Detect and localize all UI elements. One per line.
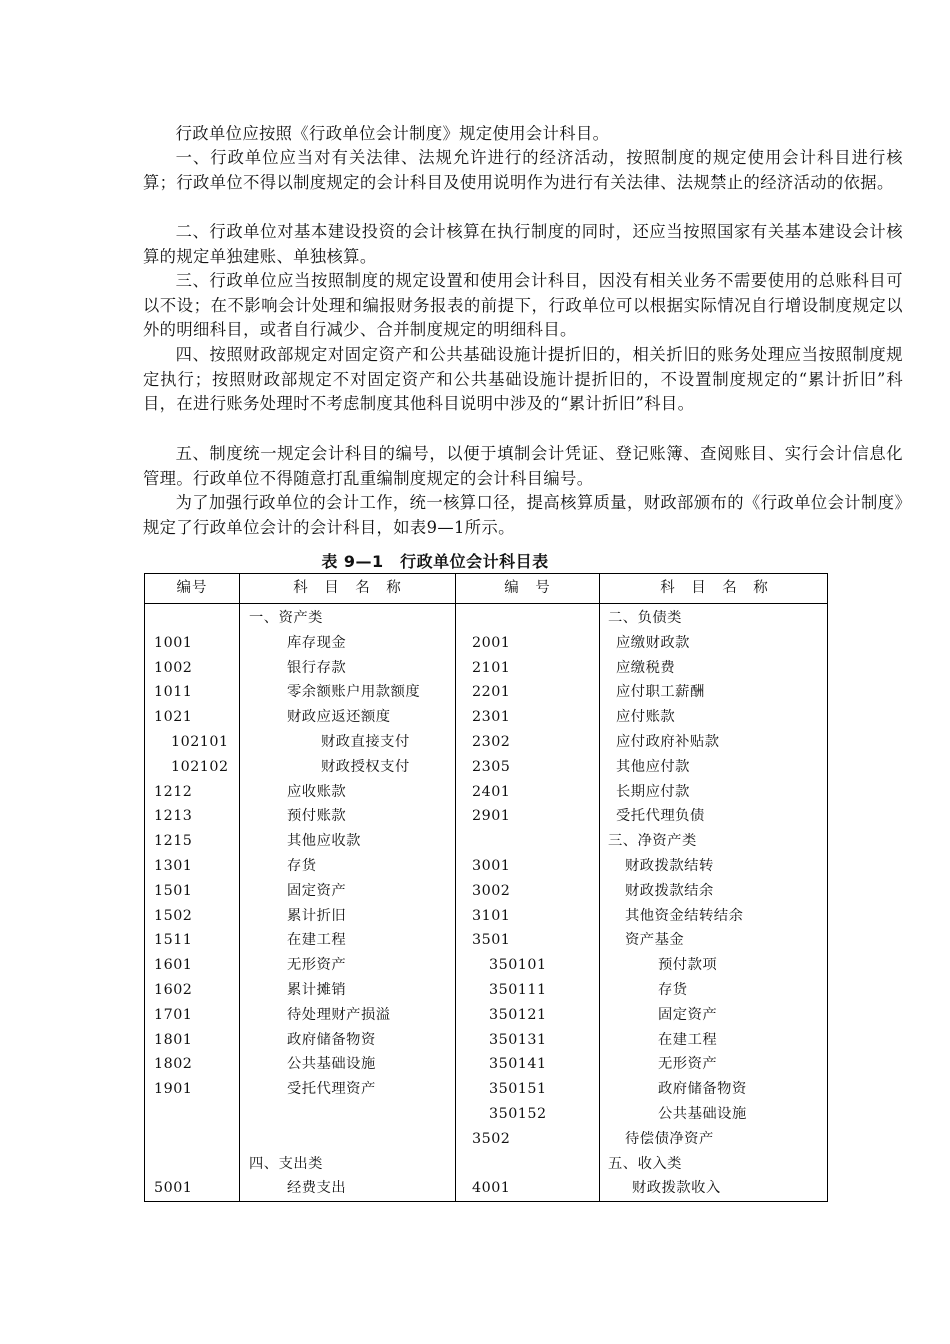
account-name: 应付职工薪酬 xyxy=(616,684,705,701)
table-row xyxy=(145,829,827,854)
account-code: 3001 xyxy=(472,858,511,874)
account-name: 在建工程 xyxy=(658,1031,718,1048)
account-code: 350121 xyxy=(489,1006,547,1023)
paragraph-rule-4: 四、按照财政部规定对固定资产和公共基础设施计提折旧的，相关折旧的账务处理应当按照制度规定执行；按照财政部规定不对固定资产和公共基础设施计提折旧的，不设置制度规定的“累计折旧”科目，在进行账务处理时不考虑制度其他科目说明中涉及的“累计折旧”科目。 xyxy=(143,345,903,414)
header-code-right: 编 号 xyxy=(504,580,551,596)
header-divider xyxy=(145,603,827,604)
account-name: 应缴财政款 xyxy=(616,634,690,651)
account-code: 4001 xyxy=(472,1180,511,1197)
account-name: 累计摊销 xyxy=(287,982,347,998)
account-name: 长期应付款 xyxy=(616,783,690,800)
accounts-table xyxy=(144,573,828,1202)
account-name: 财政直接支付 xyxy=(321,734,410,750)
account-name: 资产基金 xyxy=(625,932,685,949)
paragraph-rule-3: 三、行政单位应当按照制度的规定设置和使用会计科目，因没有相关业务不需要使用的总账科目可以不设；在不影响会计处理和编报财务报表的前提下，行政单位可以根据实际情况自行增设制度规定以外的明细科目，或者自行减少、合并制度规定的明细科目。 xyxy=(143,271,903,340)
table-row xyxy=(145,1077,827,1102)
table-row xyxy=(145,730,827,755)
header-code-left: 编号 xyxy=(176,580,208,596)
account-name: 经费支出 xyxy=(287,1180,347,1197)
table-row xyxy=(145,705,827,730)
paragraph-intro: 行政单位应按照《行政单位会计制度》规定使用会计科目。 xyxy=(175,124,610,143)
table-row xyxy=(145,1028,827,1053)
account-name: 预付款项 xyxy=(658,957,718,974)
account-code: 102102 xyxy=(171,758,229,775)
account-code: 3002 xyxy=(472,882,511,899)
account-name: 银行存款 xyxy=(287,659,347,676)
account-code: 1511 xyxy=(154,932,193,949)
account-code: 1801 xyxy=(154,1031,193,1048)
account-name: 固定资产 xyxy=(658,1006,718,1023)
account-name: 应收账款 xyxy=(287,783,347,800)
header-name-right: 科 目 名 称 xyxy=(660,580,769,596)
account-code: 1501 xyxy=(154,882,193,899)
account-name: 待处理财产损溢 xyxy=(287,1006,391,1023)
account-code: 1001 xyxy=(154,634,193,651)
category-heading: 二、负债类 xyxy=(608,610,682,626)
table-row xyxy=(145,1003,827,1028)
account-code: 1021 xyxy=(154,709,193,726)
account-name: 库存现金 xyxy=(287,634,347,651)
account-name: 受托代理资产 xyxy=(287,1081,376,1098)
account-name: 待偿债净资产 xyxy=(625,1130,714,1147)
account-code: 350111 xyxy=(489,982,547,998)
account-name: 受托代理负债 xyxy=(616,808,705,825)
account-name: 财政拨款结转 xyxy=(625,858,714,874)
table-row xyxy=(145,1176,827,1201)
table-row xyxy=(145,780,827,805)
table-row xyxy=(145,631,827,656)
account-name: 其他应付款 xyxy=(616,758,690,775)
account-name: 无形资产 xyxy=(287,957,347,974)
account-code: 2101 xyxy=(472,659,511,676)
table-row xyxy=(145,755,827,780)
table-row xyxy=(145,953,827,978)
table-row xyxy=(145,928,827,953)
paragraph-table-intro: 为了加强行政单位的会计工作，统一核算口径，提高核算质量，财政部颁布的《行政单位会计制度》规定了行政单位会计的会计科目，如表9—1所示。 xyxy=(143,493,903,537)
account-code: 1901 xyxy=(154,1081,193,1098)
paragraph-rule-5: 五、制度统一规定会计科目的编号，以便于填制会计凭证、登记账簿、查阅账目、实行会计信息化管理。行政单位不得随意打乱重编制度规定的会计科目编号。 xyxy=(143,444,903,488)
account-name: 公共基础设施 xyxy=(658,1106,747,1122)
account-name: 累计折旧 xyxy=(287,907,347,924)
account-name: 应付账款 xyxy=(616,709,676,726)
account-name: 财政应返还额度 xyxy=(287,709,391,726)
account-name: 在建工程 xyxy=(287,932,347,949)
table-row xyxy=(145,1152,827,1177)
account-name: 财政拨款收入 xyxy=(632,1180,721,1197)
account-code: 1002 xyxy=(154,659,193,676)
account-code: 1213 xyxy=(154,808,193,825)
account-code: 1212 xyxy=(154,783,193,800)
paragraph-rule-1: 一、行政单位应当对有关法律、法规允许进行的经济活动，按照制度的规定使用会计科目进行核算；行政单位不得以制度规定的会计科目及使用说明作为进行有关法律、法规禁止的经济活动的依据。 xyxy=(143,148,903,192)
table-row xyxy=(145,606,827,631)
account-name: 存货 xyxy=(287,858,317,874)
account-code: 1502 xyxy=(154,907,193,924)
account-name: 其他资金结转结余 xyxy=(625,907,744,924)
table-row xyxy=(145,879,827,904)
table-row xyxy=(145,854,827,879)
account-code: 2001 xyxy=(472,634,511,651)
account-name: 固定资产 xyxy=(287,882,347,899)
account-code: 2201 xyxy=(472,684,511,701)
account-name: 财政授权支付 xyxy=(321,758,410,775)
account-code: 1701 xyxy=(154,1006,193,1023)
table-row xyxy=(145,1127,827,1152)
account-code: 1011 xyxy=(154,684,193,701)
account-name: 公共基础设施 xyxy=(287,1056,376,1073)
account-code: 1215 xyxy=(154,833,193,850)
account-name: 政府储备物资 xyxy=(658,1081,747,1098)
account-code: 350151 xyxy=(489,1081,547,1098)
account-code: 5001 xyxy=(154,1180,193,1197)
account-code: 1602 xyxy=(154,982,193,998)
account-name: 预付账款 xyxy=(287,808,347,825)
table-row xyxy=(145,804,827,829)
account-name: 财政拨款结余 xyxy=(625,882,714,899)
account-name: 应付政府补贴款 xyxy=(616,734,720,750)
account-code: 350141 xyxy=(489,1056,547,1073)
table-row xyxy=(145,904,827,929)
table-row xyxy=(145,680,827,705)
account-code: 2301 xyxy=(472,709,511,726)
account-code: 1601 xyxy=(154,957,193,974)
account-code: 102101 xyxy=(171,734,229,750)
account-name: 政府储备物资 xyxy=(287,1031,376,1048)
account-code: 2901 xyxy=(472,808,511,825)
account-name: 其他应收款 xyxy=(287,833,361,850)
table-row xyxy=(145,1052,827,1077)
account-code: 3502 xyxy=(472,1130,511,1147)
account-code: 350131 xyxy=(489,1031,547,1048)
account-code: 3101 xyxy=(472,907,511,924)
account-code: 3501 xyxy=(472,932,511,949)
account-code: 350101 xyxy=(489,957,547,974)
table-row xyxy=(145,978,827,1003)
category-heading: 四、支出类 xyxy=(249,1155,323,1172)
account-code: 1802 xyxy=(154,1056,193,1073)
table-caption: 表 9—1 行政单位会计科目表 xyxy=(321,552,549,571)
account-code: 2305 xyxy=(472,758,511,775)
account-name: 无形资产 xyxy=(658,1056,718,1073)
header-name-left: 科 目 名 称 xyxy=(293,580,402,596)
category-heading: 三、净资产类 xyxy=(608,833,697,850)
account-code: 2401 xyxy=(472,783,511,800)
table-row xyxy=(145,1102,827,1127)
account-name: 零余额账户用款额度 xyxy=(287,684,421,701)
paragraph-rule-2: 二、行政单位对基本建设投资的会计核算在执行制度的同时，还应当按照国家有关基本建设会计核算的规定单独建账、单独核算。 xyxy=(143,222,903,266)
account-code: 2302 xyxy=(472,734,511,750)
account-name: 存货 xyxy=(658,982,688,998)
table-row xyxy=(145,656,827,681)
account-code: 1301 xyxy=(154,858,193,874)
category-heading: 五、收入类 xyxy=(608,1155,682,1172)
account-name: 应缴税费 xyxy=(616,659,676,676)
account-code: 350152 xyxy=(489,1106,547,1122)
category-heading: 一、资产类 xyxy=(249,610,323,626)
